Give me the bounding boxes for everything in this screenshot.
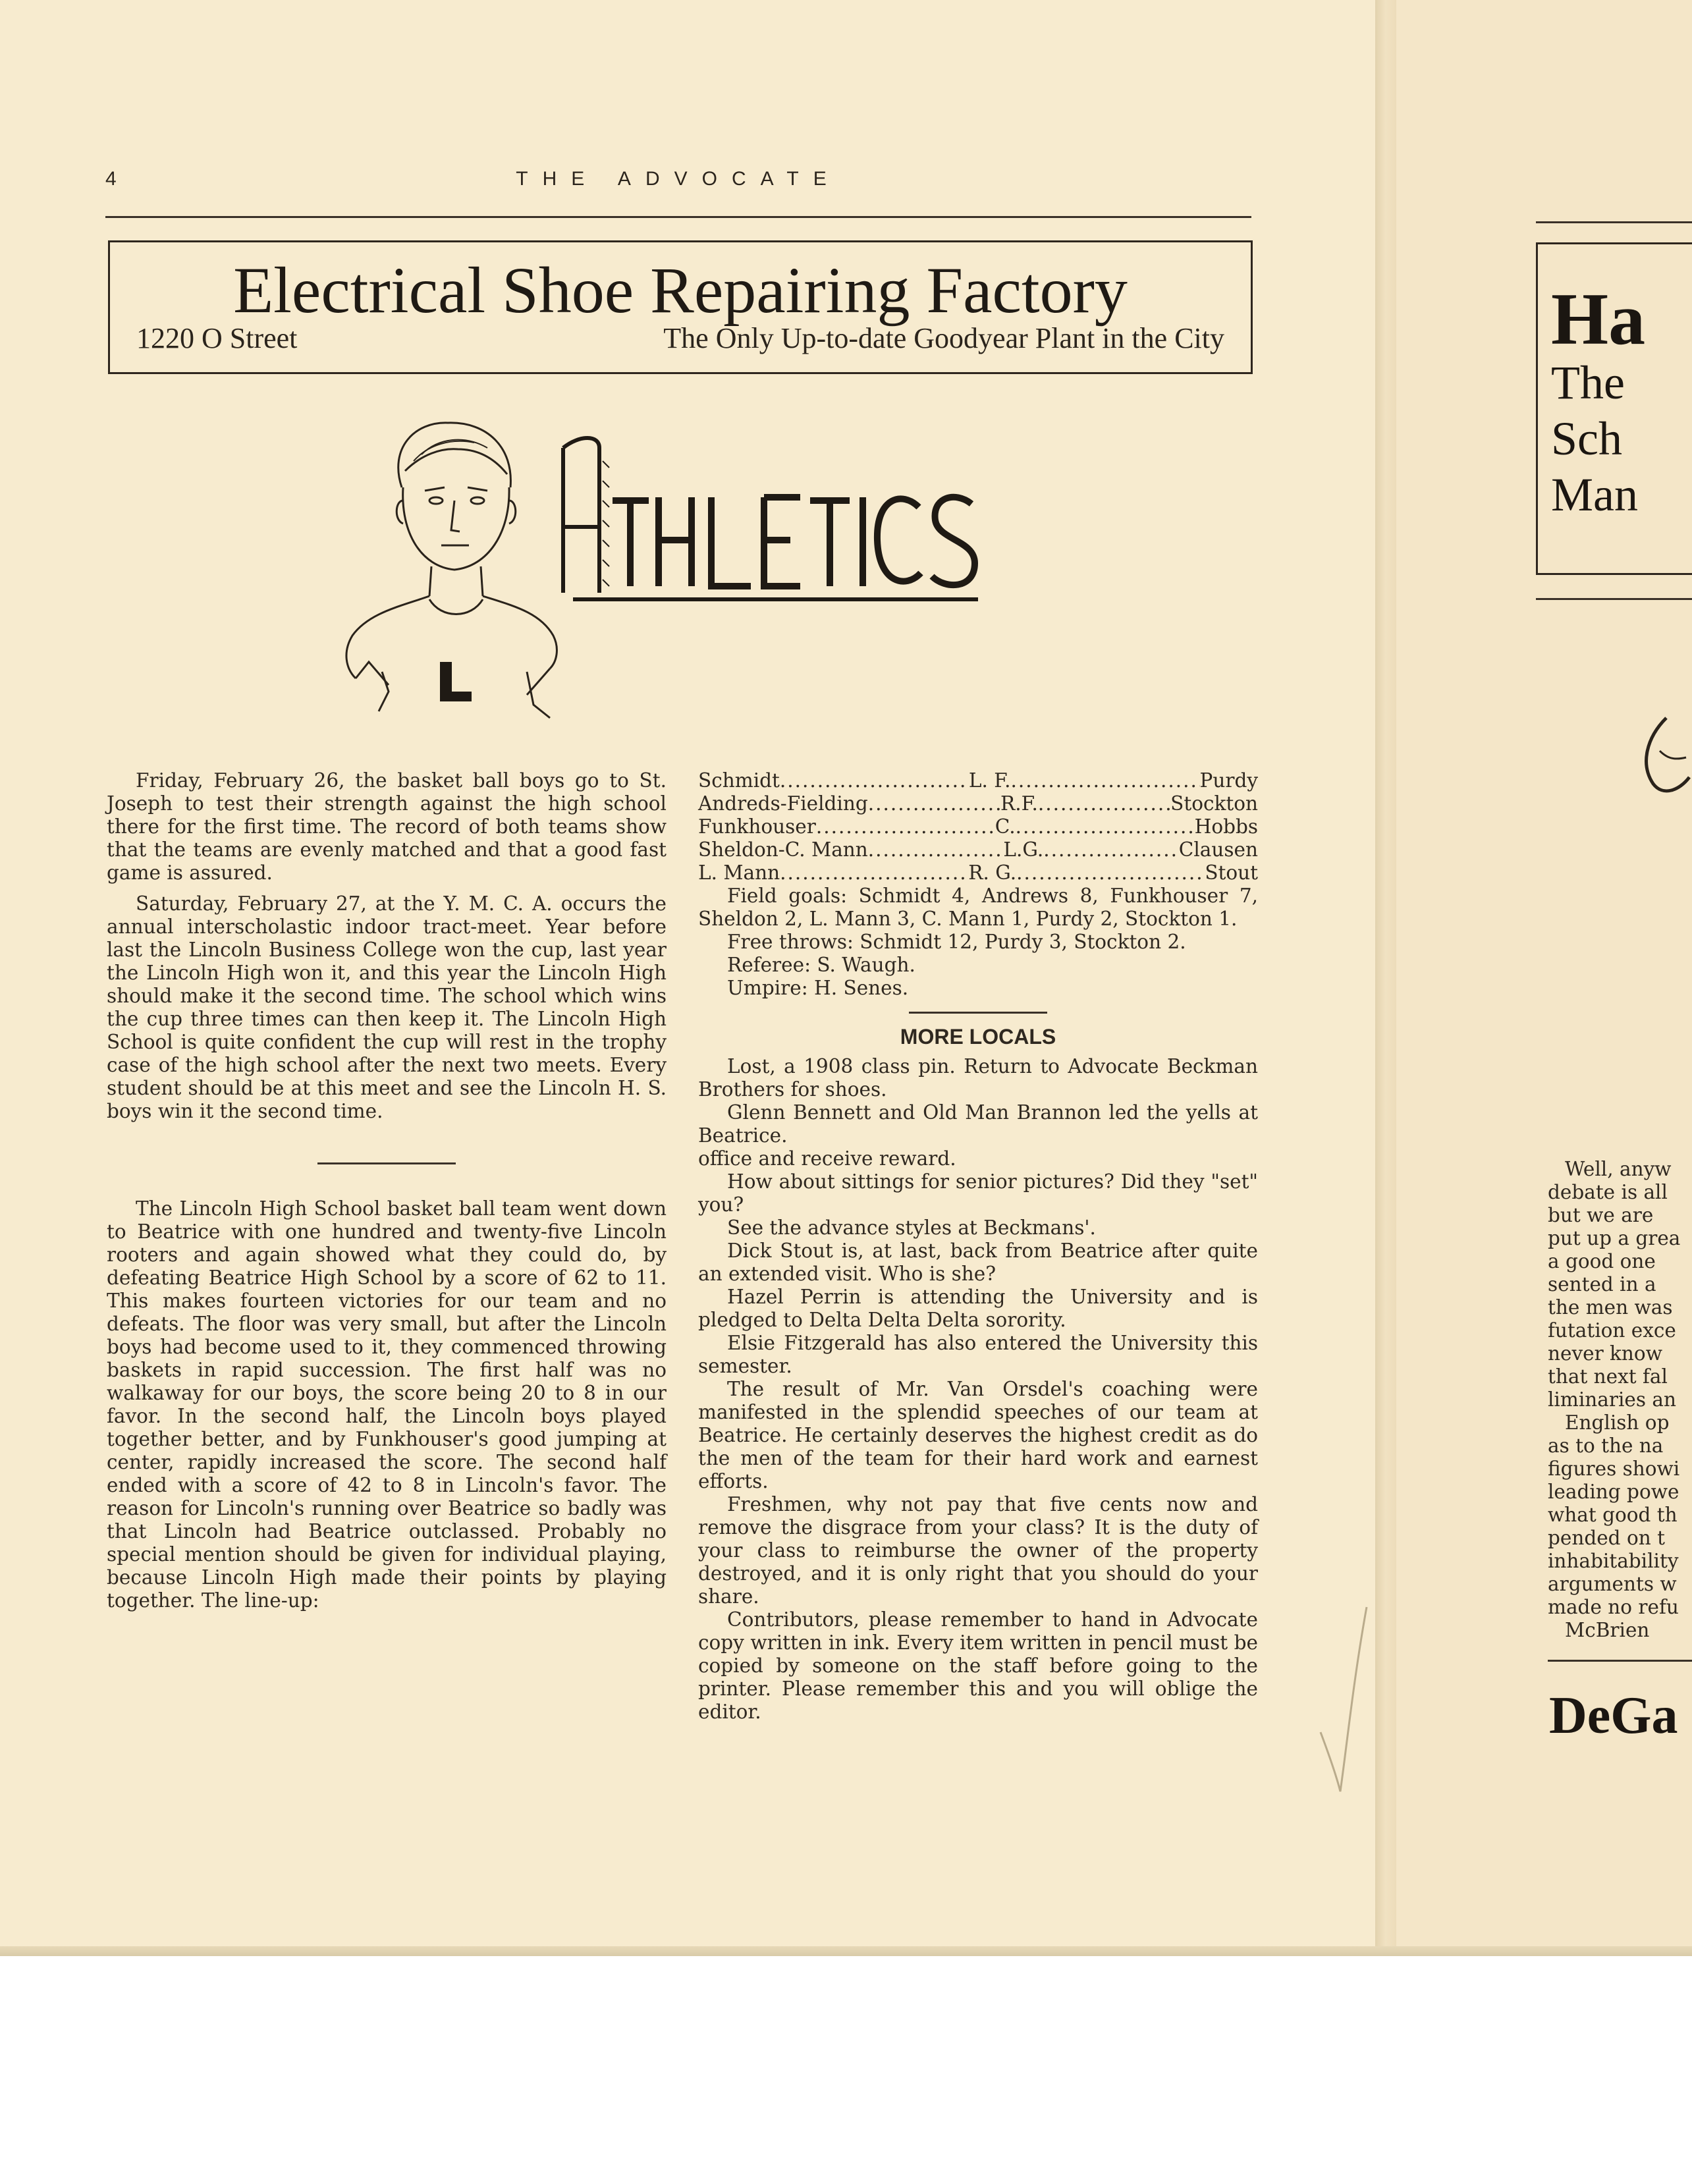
right-text-line: arguments w [1548,1573,1677,1595]
right-text-line: but we are [1548,1204,1654,1226]
lineup-table [698,769,1258,885]
right-text-line: English op [1565,1411,1670,1434]
right-text-line: leading powe [1548,1481,1679,1503]
leader-dots [1016,815,1195,838]
shoe-repair-ad [108,240,1253,374]
lincoln-player: Andreds-Fielding [698,792,868,815]
right-ad-heading: Ha [1551,279,1646,360]
local-item: Dick Stout is, at last, back from Beatrice after quite an extended visit. Who is she? [698,1240,1258,1285]
local-item: office and receive reward. [698,1147,956,1170]
umpire: Umpire: H. Senes. [727,977,909,999]
right-page-rule [1536,598,1692,600]
local-item: The result of Mr. Van Orsdel's coaching were manifested in the splendid speeches of our team at Beatrice. He certainly deserves the highest credit as do the men of the team for their hard work and earnest efforts. [698,1378,1258,1492]
lincoln-player: L. Mann [698,861,780,884]
leader-dots [1011,769,1200,792]
paragraph-beatrice-game: The Lincoln High School basket ball team went down to Beatrice with one hundred and twenty-five Lincoln rooters and again showed what they could do, by defeating Beatrice High School by a score of 62 to 11. This makes fourteen victories for our team and no defeats. The floor was very small, but after the Lincoln boys had become used to it, they commenced throwing baskets in rapid succession. The first half was no walkaway for our boys, the score being 20 to 8 in our favor. In the second half, the Lincoln boys played together better, and by Funkhouser's good jumping at center, rapidly increased the score. The second half ended with a score of 42 to 8 in Lincoln's favor. The reason for Lincoln's running over Beatrice so badly was that Lincoln had Beatrice outclassed. Probably no special mention should be given for individual playing, because Lincoln High made their points by playing together. The line-up: [107,1197,667,1612]
right-text-line: inhabitability [1548,1550,1679,1572]
right-page-edge [1396,0,1692,1956]
free-throws: Free throws: Schmidt 12, Purdy 3, Stockton 2. [727,931,1186,953]
leader-dots [780,769,969,792]
ad-tagline: The Only Up-to-date Goodyear Plant in the City [663,322,1224,354]
magazine-title: THE ADVOCATE [516,168,841,190]
right-text-line: made no refu [1548,1596,1679,1618]
player-position: L.G. [1003,838,1044,861]
paragraph-track-meet: Saturday, February 27, at the Y. M. C. A. occurs the annual interscholastic indoor tract-meet. Year before last the Lincoln Business College won the cup, last year the Lincoln High won it, and this year the Lincoln High should make it the second time. The school which wins the cup three times can then keep it. The Lincoln High School is quite confident the cup will rest in the trophy case of the high school after the next two meets. Every student should be at this meet and see the Lincoln H. S. boys win it the second time. [107,892,667,1122]
lettering-shading [603,461,609,586]
right-text-line: pended on t [1548,1527,1665,1549]
local-item: Lost, a 1908 class pin. Return to Advocate Beckman Brothers for shoes. [698,1055,1258,1101]
right-page-text [1548,1158,1692,1642]
local-item: Hazel Perrin is attending the University and is pledged to Delta Delta Delta sorority. [698,1286,1258,1331]
local-item: Freshmen, why not pay that five cents now and remove the disgrace from your class? It is the duty of your class to reimburse the owner of the property destroyed, and it is only right that you should do your share. [698,1493,1258,1608]
lincoln-player: Funkhouser [698,815,816,838]
beatrice-player: Clausen [1178,838,1258,861]
column-lineup-and-locals [698,769,1258,1724]
header-rule [105,216,1251,218]
section-divider [317,1162,456,1164]
leader-dots [868,792,1000,815]
right-text-line: what good th [1548,1504,1678,1526]
right-ad-line: Sch [1551,412,1622,465]
right-text-line: a good one [1548,1250,1656,1272]
local-item: Elsie Fitzgerald has also entered the University this semester. [698,1332,1258,1377]
right-text-line: liminaries an [1548,1388,1676,1411]
right-page-sketch-fragment [1627,711,1692,804]
beatrice-player: Purdy [1199,769,1258,792]
beatrice-player: Hobbs [1194,815,1258,838]
more-locals-heading: MORE LOCALS [900,1025,1056,1049]
lineup-row [698,815,1258,838]
page-number: 4 [105,168,117,190]
lineup-row [698,861,1258,885]
pencil-check-mark [1317,1600,1370,1798]
column-athletics [107,769,667,1612]
lincoln-player: Schmidt [698,769,780,792]
section-divider [909,1012,1047,1014]
right-text-line: that next fal [1548,1365,1668,1388]
local-item: Glenn Bennett and Old Man Brannon led the yells at Beatrice. [698,1101,1258,1147]
scan-bottom-edge [0,1946,1692,1956]
lineup-row [698,792,1258,815]
beatrice-player: Stockton [1170,792,1258,815]
leader-dots [1016,861,1205,885]
right-ad-line: The [1551,356,1625,409]
field-goals: Field goals: Schmidt 4, Andrews 8, Funkhouser 7, Sheldon 2, L. Mann 3, C. Mann 1, Purdy 2, Stockton 1. [698,885,1258,930]
right-text-line: sented in a [1548,1273,1656,1296]
local-item: How about sittings for senior pictures? Did they "set" you? [698,1170,1258,1216]
leader-dots [1043,838,1179,861]
lincoln-player: Sheldon-C. Mann [698,838,868,861]
leader-dots [1038,792,1170,815]
lineup-row [698,769,1258,792]
right-text-line: figures showi [1548,1458,1680,1480]
leader-dots [868,838,1004,861]
local-item: See the advance styles at Beckmans'. [727,1216,1096,1239]
right-page-rule [1536,221,1692,223]
athletics-lettering [290,408,978,599]
leader-dots [816,815,995,838]
right-text-line: futation exce [1548,1319,1676,1342]
running-header [105,168,1251,201]
right-text-line: put up a grea [1548,1227,1681,1249]
right-text-line: Well, anyw [1565,1158,1672,1180]
player-position: R.F. [1000,792,1038,815]
right-page-ad [1536,242,1692,575]
right-text-line: debate is all [1548,1181,1668,1203]
right-text-line: McBrien [1565,1619,1650,1641]
athletics-illustration [290,408,1093,738]
right-page-rule [1548,1660,1692,1662]
ad-address: 1220 O Street [136,322,298,354]
referee: Referee: S. Waugh. [727,954,915,976]
right-text-line: the men was [1548,1296,1673,1319]
beatrice-player: Stout [1205,861,1258,884]
right-ad-line: Man [1551,468,1638,521]
jersey-letter-l [440,662,472,701]
right-text-line: never know [1548,1342,1662,1365]
right-page-heading: DeGa [1549,1687,1678,1745]
paragraph-st-joseph: Friday, February 26, the basket ball boys go to St. Joseph to test their strength against the high school there for the first time. The record of both teams show that the teams are evenly matched and that a good fast game is assured. [107,769,667,884]
leader-dots [780,861,968,885]
player-position: C. [995,815,1016,838]
lineup-row [698,838,1258,861]
right-text-line: as to the na [1548,1434,1664,1457]
local-item: Contributors, please remember to hand in Advocate copy written in ink. Every item written in pencil must be copied by someone on the staff before going to the printer. Please remember this and you will oblige the editor. [698,1608,1258,1723]
player-position: R. G. [968,861,1017,884]
player-position: L. F. [968,769,1011,792]
ad-title: Electrical Shoe Repairing Factory [233,254,1128,327]
